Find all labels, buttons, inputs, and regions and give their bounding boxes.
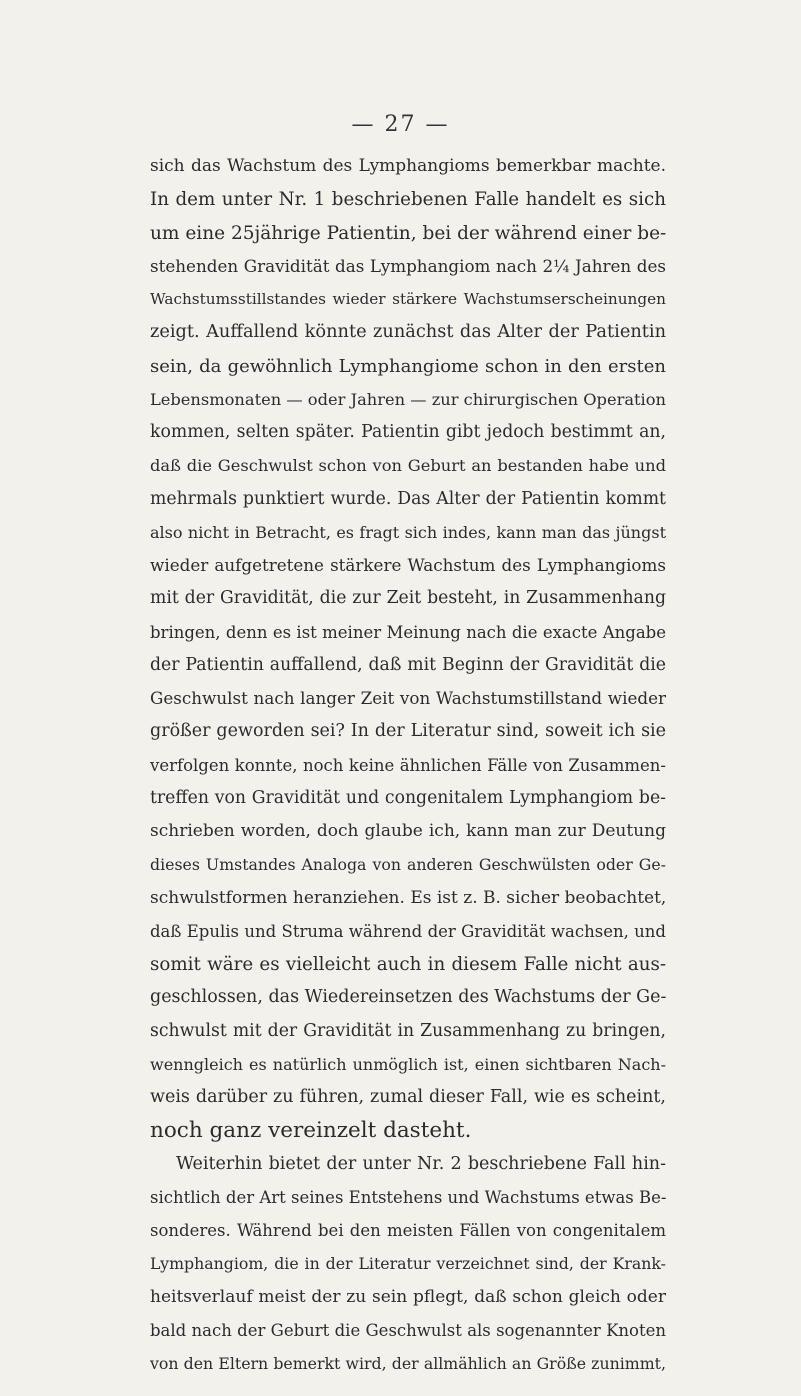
text-line: schwulst mit der Gravidität in Zusammenhang zu bringen, — [150, 1020, 666, 1041]
text-line: der Patientin auffallend, daß mit Beginn der Gravidität die — [150, 654, 666, 675]
text-line: bald nach der Geburt die Geschwulst als sogenannter Knoten — [150, 1320, 666, 1340]
text-line: also nicht in Betracht, es fragt sich indes, kann man das jüngst — [150, 522, 666, 542]
body-text — [150, 150, 666, 1380]
text-line: wieder aufgetretene stärkere Wachstum des Lymphangioms — [150, 555, 666, 575]
text-line: mehrmals punktiert wurde. Das Alter der Patientin kommt — [150, 488, 666, 509]
text-line: Lymphangiom, die in der Literatur verzeichnet sind, der Krank- — [150, 1254, 666, 1274]
text-line: weis darüber zu führen, zumal dieser Fall, wie es scheint, — [150, 1087, 666, 1107]
text-line: schrieben worden, doch glaube ich, kann man zur Deutung — [150, 821, 666, 841]
text-line: um eine 25jährige Patientin, bei der während einer be- — [150, 222, 666, 244]
text-line: größer geworden sei? In der Literatur sind, soweit ich sie — [150, 721, 666, 742]
text-line: heitsverlauf meist der zu sein pflegt, daß schon gleich oder — [150, 1286, 666, 1307]
text-line: Geschwulst nach langer Zeit von Wachstumstillstand wieder — [150, 688, 666, 708]
text-line: mit der Gravidität, die zur Zeit besteht, in Zusammenhang — [150, 588, 666, 609]
text-line: verfolgen konnte, noch keine ähnlichen Fälle von Zusammen- — [150, 755, 666, 775]
text-line: Weiterhin bietet der unter Nr. 2 beschriebene Fall hin- — [176, 1153, 666, 1174]
text-line: stehenden Gravidität das Lymphangiom nach 2¼ Jahren des — [150, 255, 666, 276]
text-line: dieses Umstandes Analoga von anderen Geschwülsten oder Ge- — [150, 855, 666, 875]
text-line: wenngleich es natürlich unmöglich ist, einen sichtbaren Nach- — [150, 1054, 666, 1074]
text-line: treffen von Gravidität und congenitalem Lymphangiom be- — [150, 787, 666, 808]
text-line: sein, da gewöhnlich Lymphangiome schon in den ersten — [150, 355, 666, 377]
text-line: noch ganz vereinzelt dasteht. — [150, 1118, 472, 1144]
text-line: zeigt. Auffallend könnte zunächst das Alter der Patientin — [150, 322, 666, 343]
text-line: geschlossen, das Wiedereinsetzen des Wachstums der Ge- — [150, 987, 666, 1008]
text-line: daß Epulis und Struma während der Gravidität wachsen, und — [150, 921, 666, 941]
text-line: In dem unter Nr. 1 beschriebenen Falle handelt es sich — [150, 189, 666, 211]
page-number: — 27 — — [351, 112, 450, 137]
text-line: somit wäre es vielleicht auch in diesem Falle nicht aus- — [150, 954, 666, 975]
text-line: bringen, denn es ist meiner Meinung nach die exacte Angabe — [150, 622, 666, 642]
text-line: sichtlich der Art seines Entstehens und Wachstums etwas Be- — [150, 1187, 666, 1207]
text-line: daß die Geschwulst schon von Geburt an bestanden habe und — [150, 456, 666, 476]
text-line: Lebensmonaten — oder Jahren — zur chirurgischen Operation — [150, 389, 666, 409]
text-line: Wachstumsstillstandes wieder stärkere Wachstumserscheinungen — [150, 290, 666, 308]
text-line: kommen, selten später. Patientin gibt jedoch bestimmt an, — [150, 422, 666, 442]
text-line: schwulstformen heranziehen. Es ist z. B. sicher beobachtet, — [150, 887, 666, 908]
text-line: sonderes. Während bei den meisten Fällen von congenitalem — [150, 1221, 666, 1240]
text-line: sich das Wachstum des Lymphangioms bemerkbar machte. — [150, 156, 666, 176]
text-line: von den Eltern bemerkt wird, der allmählich an Größe zunimmt, — [150, 1354, 666, 1373]
